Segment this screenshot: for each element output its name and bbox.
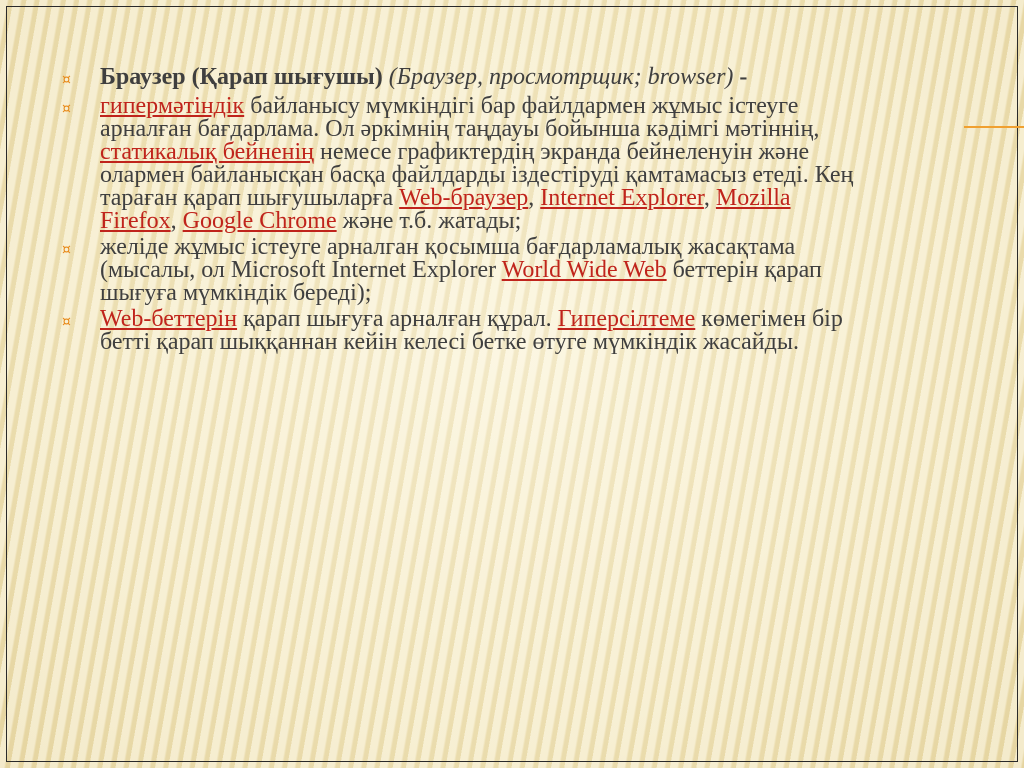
link-mozilla-firefox[interactable]: Mozilla Firefox [100,185,791,234]
text-segment: байланысу мүмкіндігі бар файлдармен жұмыс істеуге арналған бағдарлама. Ол әркімнің таңдауы бойынша кәдімгі мәтіннің, [100,93,820,142]
text-segment: және т.б. жатады; [342,208,522,234]
text-segment: беттерін қарап шығуға мүмкіндік береді); [100,257,822,306]
slide-content [62,66,862,357]
term-title: Браузер (Қарап шығушы) [100,64,383,90]
item-text [100,66,747,89]
separator: , [528,185,535,211]
link-hypertext[interactable]: гипермәтіндік [100,93,245,119]
link-static-image[interactable]: статикалық бейненің [100,139,314,165]
bullet-icon: ¤ [62,242,71,258]
link-web-pages[interactable]: Web-беттерін [100,306,238,332]
item-text [100,308,862,354]
text-segment: қарап шығуға арналған құрал. [243,306,552,332]
separator: , [703,185,710,211]
list-item [62,66,862,92]
link-google-chrome[interactable]: Google Chrome [182,208,337,234]
link-web-browser[interactable]: Web-браузер [399,185,529,211]
list-item [62,236,862,305]
link-world-wide-web[interactable]: World Wide Web [501,257,667,283]
text-segment: көмегімен бір бетті қарап шыққаннан кейін келесі бетке өтуге мүмкіндік жасайды. [100,306,843,355]
accent-line [964,126,1024,128]
separator: , [170,208,177,234]
list-item [62,308,862,354]
text-segment: желіде жұмыс істеуге арналган қосымша бағдарламалық жасақтама (мысалы, ол Microsoft Internet Explorer [100,234,796,283]
text-segment: немесе графиктердің экранда бейнеленуін және олармен байланысқан басқа файлдарды іздестіруді қамтамасыз етеді. Кең тараған қарап шығушыларға [100,139,854,211]
item-text [100,236,862,305]
link-internet-explorer[interactable]: Internet Explorer [540,185,704,211]
bullet-icon: ¤ [62,72,71,88]
item-text [100,95,862,233]
bullet-icon: ¤ [62,101,71,117]
list-item [62,95,862,233]
term-synonyms: (Браузер, просмотрщик; browser) [388,64,734,90]
bullet-icon: ¤ [62,314,71,330]
link-hyperlink[interactable]: Гиперсілтеме [557,306,696,332]
term-dash: - [739,64,748,90]
